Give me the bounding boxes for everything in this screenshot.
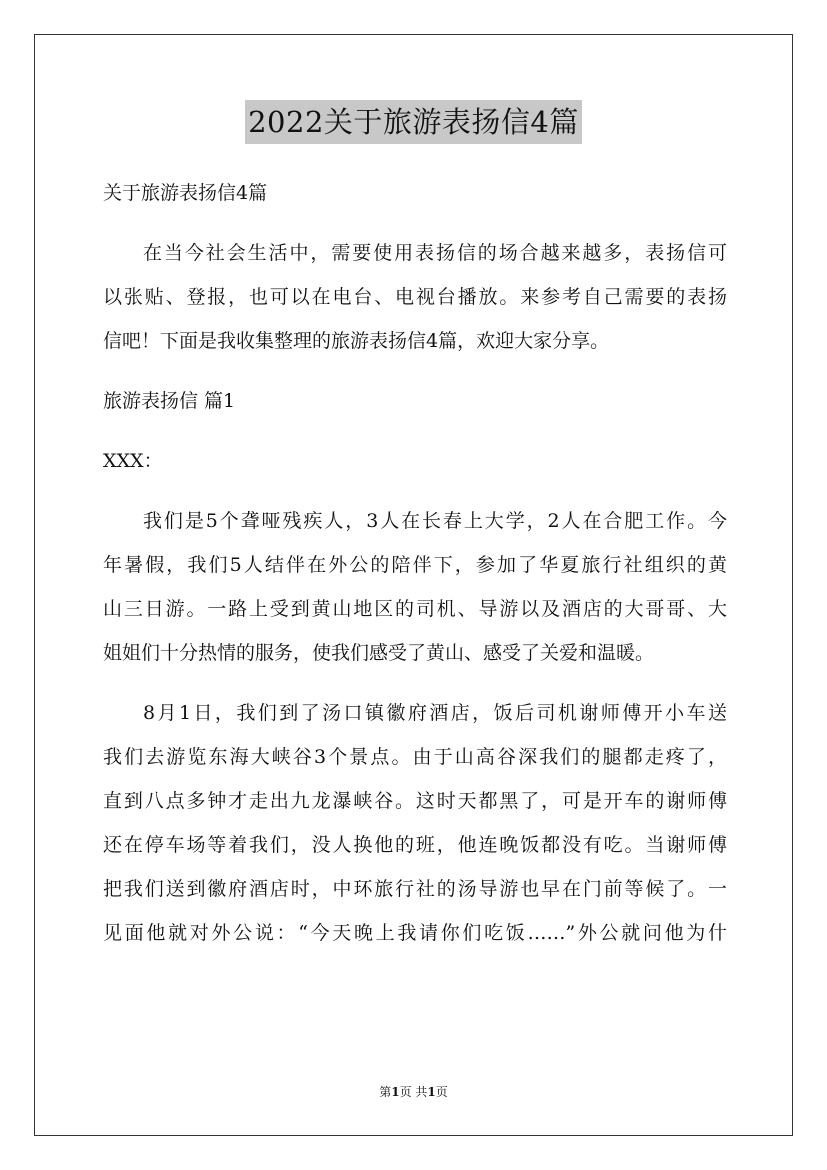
paragraph-2-line-4: 还在停车场等着我们，没人换他的班，他连晚饭都没有吃。当谢师傅 <box>103 834 727 856</box>
paragraph-1 <box>103 499 727 675</box>
paragraph-2 <box>103 691 727 955</box>
title-container <box>0 100 827 144</box>
footer-mid: 页 共 <box>399 1085 428 1099</box>
paragraph-1-line-3: 山三日游。一路上受到黄山地区的司机、导游以及酒店的大哥哥、大 <box>103 598 727 620</box>
paragraph-2-line-5: 把我们送到徽府酒店时，中环旅行社的汤导游也早在门前等候了。一 <box>103 878 727 900</box>
intro-paragraph <box>103 231 727 363</box>
paragraph-2-line-6: 见面他就对外公说：“今天晚上我请你们吃饭……”外公就问他为什 <box>103 922 727 944</box>
paragraph-2-line-3: 直到八点多钟才走出九龙瀑峡谷。这时天都黑了，可是开车的谢师傅 <box>103 790 727 812</box>
intro-line-2: 以张贴、登报，也可以在电台、电视台播放。来参考自己需要的表扬 <box>103 286 727 308</box>
intro-line-1: 在当今社会生活中，需要使用表扬信的场合越来越多，表扬信可 <box>143 242 727 264</box>
paragraph-2-line-2: 我们去游览东海大峡谷3个景点。由于山高谷深我们的腿都走疼了， <box>103 746 727 768</box>
salutation: XXX： <box>103 450 163 472</box>
paragraph-2-line-1: 8月1日，我们到了汤口镇徽府酒店，饭后司机谢师傅开小车送 <box>143 702 727 724</box>
intro-line-3: 信吧！下面是我收集整理的旅游表扬信4篇，欢迎大家分享。 <box>103 330 610 352</box>
paragraph-1-line-4: 姐姐们十分热情的服务，使我们感受了黄山、感受了关爱和温暖。 <box>103 642 655 664</box>
footer-page-number: 1 <box>391 1085 400 1099</box>
footer-total-pages: 1 <box>427 1085 436 1099</box>
document-title: 2022关于旅游表扬信4篇 <box>245 100 582 144</box>
page-footer <box>0 1083 827 1101</box>
document-body <box>103 171 727 971</box>
paragraph-1-line-2: 年暑假，我们5人结伴在外公的陪伴下，参加了华夏旅行社组织的黄 <box>103 554 727 576</box>
footer-suffix: 页 <box>435 1085 448 1099</box>
paragraph-1-line-1: 我们是5个聋哑残疾人，3人在长春上大学，2人在合肥工作。今 <box>143 510 727 532</box>
section-heading: 旅游表扬信 篇1 <box>103 390 236 412</box>
footer-prefix: 第 <box>379 1085 392 1099</box>
subtitle: 关于旅游表扬信4篇 <box>103 182 268 204</box>
